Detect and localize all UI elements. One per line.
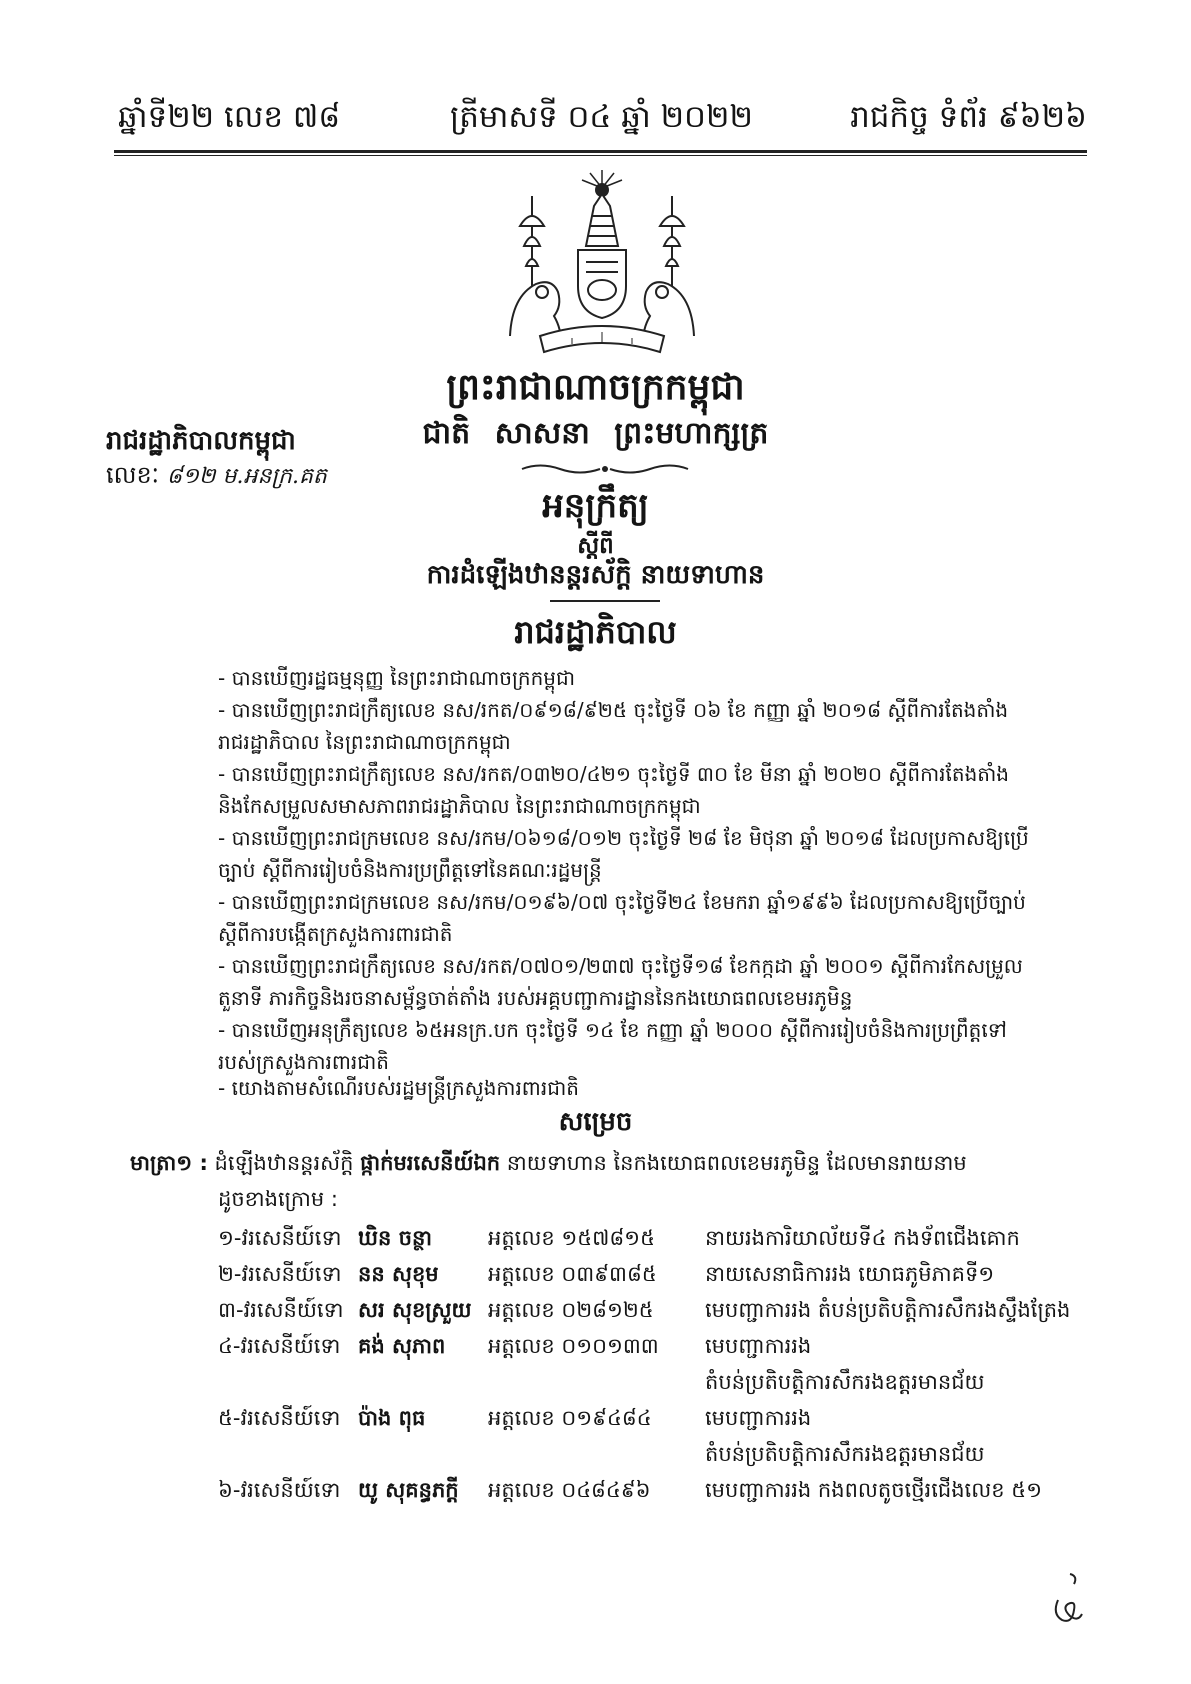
- officer-id: អត្តលេខ ០៣៩៣៨៥: [488, 1262, 657, 1286]
- government-heading: រាជរដ្ឋាភិបាល: [514, 613, 677, 651]
- visa-line-cont: របស់ក្រសួងការពារជាតិ: [218, 1050, 389, 1074]
- article-line-2: ដូចខាងក្រោម :: [218, 1187, 338, 1211]
- government-issuer: រាជរដ្ឋាភិបាលកម្ពុជា: [106, 426, 296, 456]
- officer-position-cont: តំបន់ប្រតិបត្តិការសឹករងឧត្តរមានជ័យ: [705, 1442, 985, 1466]
- gazette-quarter: ត្រីមាសទី ០៤ ឆ្នាំ ២០២២: [450, 99, 753, 135]
- officer-position: មេបញ្ជាការរង: [705, 1334, 812, 1358]
- ornamental-divider: [520, 462, 690, 476]
- header-rule-thin: [114, 155, 1087, 156]
- gazette-header: [118, 98, 1087, 148]
- visa-line: - បានឃើញអនុក្រឹត្យលេខ ៦៥អនក្រ.បក ចុះថ្ងៃទី ១៤ ខែ កញ្ញា ឆ្នាំ ២០០០ ស្តីពីការរៀបចំនិងការប្រព្រឹត្តទៅ: [218, 1018, 1007, 1042]
- visa-line-cont: តួនាទី ភារកិច្ចនិងរចនាសម្ព័ន្ធចាត់តាំង របស់អគ្គបញ្ជាការដ្ឋាននៃកងយោធពលខេមរភូមិន្ទ: [218, 986, 853, 1010]
- kingdom-title: ព្រះរាជាណាចក្រកម្ពុជា: [446, 367, 745, 408]
- officer-position: នាយសេនាធិការរង យោធភូមិភាគទី១: [705, 1262, 995, 1286]
- visa-line: - បានឃើញព្រះរាជក្រមលេខ នស/រកម/០១៩៦/០៧ ចុះថ្ងៃទី២៤ ខែមករា ឆ្នាំ១៩៩៦ ដែលប្រកាសឱ្យប្រើច្បាប់: [218, 890, 1026, 914]
- visa-line: - យោងតាមសំណើរបស់រដ្ឋមន្ត្រីក្រសួងការពារជាតិ: [218, 1076, 579, 1100]
- officer-name: គង់ សុភាព: [358, 1334, 446, 1358]
- visa-line: - បានឃើញព្រះរាជក្រឹត្យលេខ នស/រកត/០៩១៨/៩២៥ ចុះថ្ងៃទី ០៦ ខែ កញ្ញា ឆ្នាំ ២០១៨ ស្តីពីការតែងតាំង: [218, 698, 1009, 722]
- article-label: មាត្រា១ :: [130, 1151, 208, 1175]
- officer-rank: ៤-វរសេនីយ៍ទោ: [218, 1334, 341, 1358]
- decree-about: ស្តីពី: [577, 533, 614, 559]
- officer-position: មេបញ្ជាការរង តំបន់ប្រតិបត្តិការសឹករងស្ទឹងត្រែង: [705, 1298, 1071, 1322]
- header-rule: [114, 150, 1087, 153]
- article-text-c: នាយទាហាន នៃកងយោធពលខេមរភូមិន្ទ ដែលមានរាយនាម: [500, 1151, 967, 1175]
- officer-id: អត្តលេខ ០១០១៣៣: [488, 1334, 659, 1358]
- officer-rank: ៥-វរសេនីយ៍ទោ: [218, 1406, 341, 1430]
- reference-label: លេខៈ: [106, 461, 160, 489]
- officer-id: អត្តលេខ ០២៨១២៥: [488, 1298, 654, 1322]
- officer-id: អត្តលេខ ១៥៧៨១៥: [488, 1226, 655, 1250]
- subject-underline: [550, 600, 660, 602]
- officer-position: មេបញ្ជាការរង កងពលតូចថ្មើរជើងលេខ ៥១: [705, 1478, 1042, 1502]
- officer-position-cont: តំបន់ប្រតិបត្តិការសឹករងឧត្តរមានជ័យ: [705, 1370, 985, 1394]
- officer-name: យូ សុគន្ធភក្តី: [358, 1478, 459, 1502]
- national-motto: ជាតិ សាសនា ព្រះមហាក្សត្រ: [422, 416, 769, 451]
- visa-line-cont: ច្បាប់ ស្តីពីការរៀបចំនិងការប្រព្រឹត្តទៅនៃគណៈរដ្ឋមន្ត្រី: [218, 858, 602, 882]
- visa-line: - បានឃើញព្រះរាជក្រមលេខ នស/រកម/០៦១៨/០១២ ចុះថ្ងៃទី ២៨ ខែ មិថុនា ឆ្នាំ ២០១៨ ដែលប្រកាសឱ្យប្រើ: [218, 826, 1029, 850]
- officer-position: មេបញ្ជាការរង: [705, 1406, 812, 1430]
- visa-line-cont: និងកែសម្រួលសមាសភាពរាជរដ្ឋាភិបាល នៃព្រះរាជាណាចក្រកម្ពុជា: [218, 794, 701, 818]
- officer-name: សរ សុខស្រួយ: [358, 1298, 472, 1322]
- royal-coat-of-arms-emblem: [502, 166, 702, 358]
- officer-name: ឃិន ចន្ថា: [358, 1226, 432, 1250]
- visa-line: - បានឃើញព្រះរាជក្រឹត្យលេខ នស/រកត/០៧០១/២៣៧ ចុះថ្ងៃទី១៨ ខែកក្កដា ឆ្នាំ ២០០១ ស្តីពីការកែសម្រួល: [218, 954, 1023, 978]
- officer-rank: ១-វរសេនីយ៍ទោ: [218, 1226, 342, 1250]
- gazette-page: រាជកិច្ច ទំព័រ ៩៦២៦: [850, 99, 1087, 135]
- visa-line: - បានឃើញព្រះរាជក្រឹត្យលេខ នស/រកត/០៣២០/៤២១ ចុះថ្ងៃទី ៣០ ខែ មីនា ឆ្នាំ ២០២០ ស្តីពីការតែងតាំង: [218, 762, 1009, 786]
- officer-position: នាយរងការិយាល័យទី៤ កងទ័ពជើងគោក: [705, 1226, 1020, 1250]
- article-rank: ផ្កាក់មរសេនីយ៍ឯក: [360, 1151, 501, 1175]
- officer-rank: ២-វរសេនីយ៍ទោ: [218, 1262, 342, 1286]
- visa-line-cont: រាជរដ្ឋាភិបាល នៃព្រះរាជាណាចក្រកម្ពុជា: [218, 730, 511, 754]
- decree-subject: ការដំឡើងឋានន្តរស័ក្តិ នាយទាហាន: [426, 560, 765, 590]
- decree-title: អនុក្រឹត្យ: [542, 486, 649, 526]
- article-line-1: [130, 1145, 1100, 1181]
- visa-line-cont: ស្តីពីការបង្កើតក្រសួងការពារជាតិ: [218, 922, 453, 946]
- visa-line: - បានឃើញរដ្ឋធម្មនុញ្ញ នៃព្រះរាជាណាចក្រកម្ពុជា: [218, 666, 576, 690]
- officer-name: នន សុខុម: [358, 1262, 439, 1286]
- article-text-a: ដំឡើងឋានន្តរស័ក្តិ: [207, 1151, 361, 1175]
- officer-rank: ៣-វរសេនីយ៍ទោ: [218, 1298, 344, 1322]
- reference-value: ៨១២ ម.អនក្រ.គត: [166, 464, 327, 489]
- gazette-issue: ឆ្នាំទី២២ លេខ ៧៨: [118, 99, 341, 135]
- article-1: [130, 1145, 1100, 1217]
- decision-heading: សម្រេច: [558, 1107, 633, 1137]
- officer-rank: ៦-វរសេនីយ៍ទោ: [218, 1478, 341, 1502]
- initials-signature-icon: [1048, 1570, 1088, 1630]
- officer-name: ប៉ាង ពុធ: [358, 1406, 426, 1430]
- officer-id: អត្តលេខ ០១៩៤៨៤: [488, 1406, 652, 1430]
- officer-id: អត្តលេខ ០៤៨៤៩៦: [488, 1478, 651, 1502]
